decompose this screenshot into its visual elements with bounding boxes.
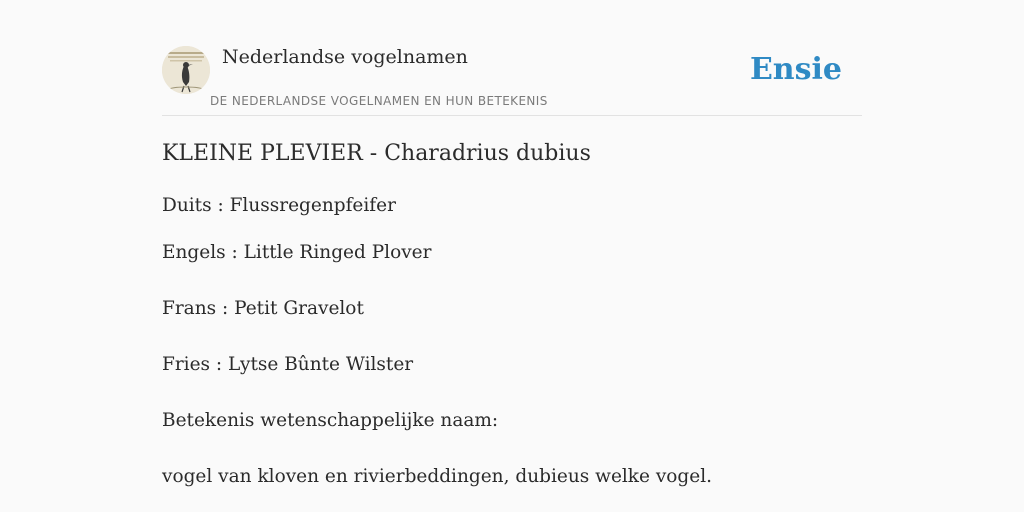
english-name-line: Engels : Little Ringed Plover <box>162 242 432 263</box>
frisian-name-line: Fries : Lytse Bûnte Wilster <box>162 354 414 375</box>
site-title-link[interactable]: Nederlandse vogelnamen <box>222 46 468 68</box>
french-name-line: Frans : Petit Gravelot <box>162 298 364 319</box>
german-name-line: Duits : Flussregenpfeifer <box>162 195 396 216</box>
page-title: KLEINE PLEVIER - Charadrius dubius <box>162 141 591 166</box>
article-content <box>162 139 862 487</box>
site-avatar[interactable] <box>162 46 210 94</box>
ensie-logo-link[interactable]: Ensie <box>749 52 842 87</box>
site-header <box>162 44 862 116</box>
site-subtitle: DE NEDERLANDSE VOGELNAMEN EN HUN BETEKENIS <box>210 94 548 108</box>
bird-book-cover-icon <box>162 46 210 94</box>
meaning-text-line: vogel van kloven en rivierbeddingen, dubieus welke vogel. <box>162 466 713 487</box>
meaning-heading-line: Betekenis wetenschappelijke naam: <box>162 410 499 431</box>
